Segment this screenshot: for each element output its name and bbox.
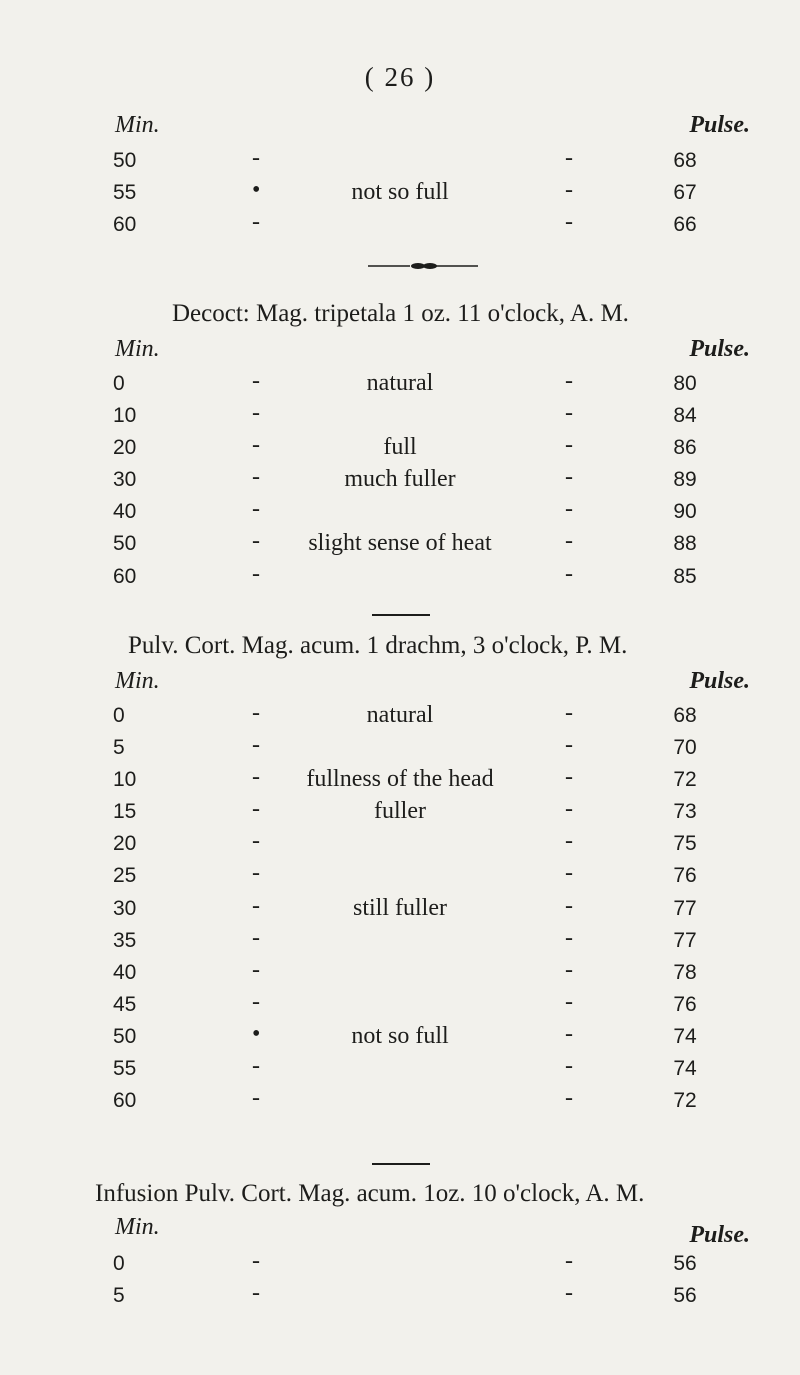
leader-dash: - [565,892,573,919]
section-title-pulv: Pulv. Cort. Mag. acum. 1 drachm, 3 o'clock, P. M. [128,632,628,659]
leader-dash: - [565,177,573,204]
table-row [0,434,800,466]
leader-dash: - [252,700,260,726]
column-headers [0,336,800,368]
minute-value: 30 [113,896,137,920]
section-continuation [0,112,800,243]
pulse-value: 84 [673,404,697,428]
pulse-header: Pulse. [689,336,750,362]
section-pulv [0,668,800,1119]
minute-value: 45 [113,992,137,1016]
section-infusion [0,1214,800,1314]
minute-value: 50 [113,1024,137,1048]
minute-value: 15 [113,800,137,824]
pulse-header: Pulse. [689,668,750,694]
observation-text: fullness of the head [306,766,494,793]
table-row [0,924,800,959]
leader-dash: - [252,988,260,1015]
table-row [0,892,800,927]
minute-value: 10 [113,768,137,792]
minute-value: 20 [113,832,137,856]
min-header: Min. [115,112,160,138]
table-row [0,1020,800,1055]
leader-dash: - [565,1248,573,1274]
section-decoct [0,336,800,595]
leader-dash: - [565,496,573,523]
pulse-header: Pulse. [689,1222,750,1248]
leader-dash: - [252,432,260,459]
leader-dash: - [252,1248,260,1274]
minute-value: 30 [113,468,137,492]
minute-value: 50 [113,149,137,172]
minute-value: 40 [113,960,137,984]
leader-dash: - [565,1085,573,1112]
min-header: Min. [115,668,160,694]
table-row [0,466,800,498]
observation-text: slight sense of heat [308,530,492,557]
leader-bullet: • [252,1020,261,1047]
minute-value: 60 [113,213,137,237]
column-headers [0,668,800,700]
pulse-value: 74 [673,1024,697,1048]
minute-value: 60 [113,1089,137,1113]
pulse-value: 67 [673,181,697,205]
leader-dash: - [252,764,260,791]
pulse-value: 86 [673,436,697,460]
leader-dash: - [565,1053,573,1080]
leader-dash: - [252,796,260,823]
pulse-value: 56 [673,1252,697,1275]
table-row [0,560,800,595]
leader-dash: - [565,828,573,855]
pulse-value: 77 [673,896,697,920]
minute-value: 0 [113,1252,125,1275]
table-row [0,147,800,179]
leader-dash: - [252,860,260,887]
leader-dash: - [565,432,573,459]
rows-pulv [0,702,800,1119]
minute-value: 50 [113,532,137,556]
observation-text: natural [366,370,434,396]
observation-text: not so full [351,179,449,206]
minute-value: 0 [113,372,125,395]
observation-text: natural [366,702,434,728]
column-headers [0,1214,800,1246]
pulse-value: 74 [673,1057,697,1081]
observation-text: much fuller [344,466,456,493]
minute-value: 5 [113,736,125,760]
table-row [0,1087,800,1119]
leader-dash: - [252,1280,260,1307]
leader-dash: - [565,924,573,951]
pulse-value: 70 [673,736,697,760]
section-title-infusion: Infusion Pulv. Cort. Mag. acum. 1oz. 10 o'clock, A. M. [95,1180,645,1207]
table-row [0,798,800,830]
minute-value: 60 [113,564,137,588]
pulse-value: 56 [673,1284,697,1308]
minute-value: 55 [113,181,137,205]
leader-dash: - [252,528,260,555]
pulse-value: 78 [673,960,697,984]
observation-text: not so full [351,1022,449,1049]
leader-dash: - [252,464,260,491]
leader-dash: - [565,560,573,587]
leader-dash: - [252,1053,260,1080]
rows-continuation [0,147,800,243]
minute-value: 35 [113,928,137,952]
leader-dash: - [565,732,573,759]
section-divider [372,1163,430,1165]
leader-dash: - [252,560,260,587]
leader-dash: - [565,988,573,1015]
pulse-header: Pulse. [689,112,750,138]
table-row [0,956,800,991]
observation-text: fuller [374,798,426,825]
leader-dash: - [565,700,573,726]
section-title-decoct: Decoct: Mag. tripetala 1 oz. 11 o'clock, A. M. [172,300,629,327]
pulse-value: 72 [673,1089,697,1113]
observation-text: still fuller [353,894,447,921]
leader-dash: - [565,764,573,791]
table-row [0,734,800,766]
leader-bullet: • [252,177,261,204]
leader-dash: - [252,496,260,523]
table-row [0,862,800,894]
pulse-value: 76 [673,992,697,1016]
leader-dash: - [565,1020,573,1047]
pulse-value: 68 [673,149,697,172]
pulse-value: 72 [673,768,697,792]
table-row [0,370,800,402]
table-row [0,1055,800,1087]
leader-dash: - [252,732,260,759]
leader-dash: - [252,368,260,394]
leader-dash: - [252,828,260,855]
minute-value: 20 [113,436,137,460]
leader-dash: - [565,368,573,394]
leader-dash: - [565,209,573,236]
pulse-value: 89 [673,468,697,492]
leader-dash: - [252,892,260,919]
table-row [0,766,800,798]
min-header: Min. [115,1214,160,1240]
pulse-value: 77 [673,928,697,952]
table-row [0,702,800,734]
leader-dash: - [565,956,573,983]
leader-dash: - [252,209,260,236]
leader-dash: - [565,464,573,491]
pulse-value: 76 [673,864,697,888]
minute-value: 0 [113,704,125,727]
leader-dash: - [252,1085,260,1112]
minute-value: 25 [113,864,137,888]
leader-dash: - [565,796,573,823]
pulse-value: 75 [673,832,697,856]
leader-dash: - [252,956,260,983]
leader-dash: - [565,528,573,555]
pulse-value: 80 [673,372,697,395]
table-row [0,830,800,862]
table-row [0,1282,800,1314]
pulse-value: 85 [673,564,697,588]
pulse-value: 90 [673,500,697,524]
table-row [0,179,800,211]
min-header: Min. [115,336,160,362]
table-row [0,211,800,243]
pulse-value: 73 [673,800,697,824]
table-row [0,498,800,530]
pulse-value: 66 [673,213,697,237]
leader-dash: - [252,145,260,171]
leader-dash: - [565,1280,573,1307]
leader-dash: - [252,924,260,951]
pulse-value: 68 [673,704,697,727]
column-headers [0,112,800,144]
leader-dash: - [252,400,260,427]
minute-value: 40 [113,500,137,524]
table-row [0,530,800,562]
table-row [0,988,800,1023]
leader-dash: - [565,400,573,427]
rows-decoct [0,370,800,595]
pulse-value: 88 [673,532,697,556]
minute-value: 55 [113,1057,137,1081]
ornament-divider [368,262,478,270]
minute-value: 10 [113,404,137,428]
observation-text: full [383,434,417,461]
page-number: ( 26 ) [364,62,436,92]
table-row [0,402,800,434]
table-row [0,1250,800,1282]
leader-dash: - [565,145,573,171]
rows-infusion [0,1250,800,1314]
leader-dash: - [565,860,573,887]
minute-value: 5 [113,1284,125,1308]
section-divider [372,614,430,616]
